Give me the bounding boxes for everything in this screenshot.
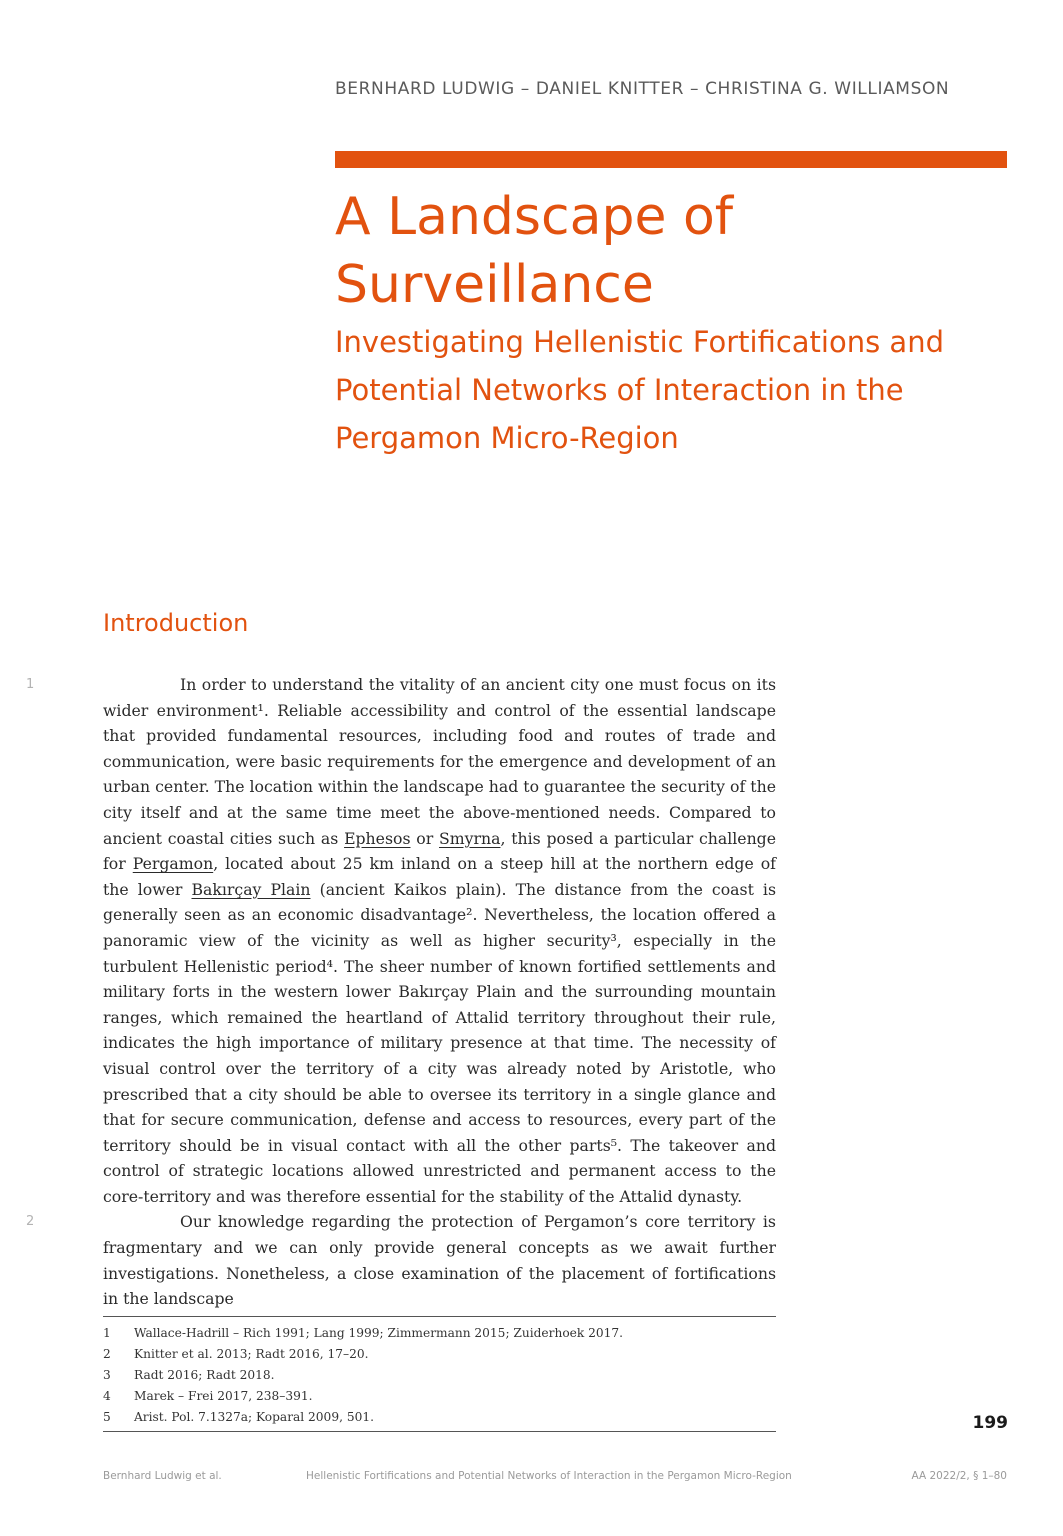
subtitle-line-2: Potential Networks of Interaction in the — [335, 373, 904, 407]
footnote — [103, 1344, 776, 1365]
running-footer-citation: AA 2022/2, § 1–80 — [911, 1470, 1007, 1482]
page-number: 199 — [972, 1413, 1008, 1433]
accent-bar — [335, 151, 1007, 168]
footnote — [103, 1386, 776, 1407]
link-ephesos[interactable]: Ephesos — [344, 828, 411, 848]
paragraph-text: , located about 25 km inland on a steep hill at the northern edge of the lower — [103, 854, 776, 899]
footnote-rule-bottom — [103, 1431, 776, 1432]
footnote-text: Arist. Pol. 7.1327a; Koparal 2009, 501. — [134, 1410, 374, 1424]
paragraph-1 — [26, 672, 777, 1209]
subtitle-line-3: Pergamon Micro-Region — [335, 421, 679, 455]
paragraph-number: 1 — [26, 677, 35, 692]
paragraph-text: (ancient Kaikos plain). The distance from the coast is generally seen as an economic disadvantage². Nevertheless, the location offered a panoramic view of the vicinity as well as higher security³, especially in the turbulent Hellenistic period⁴. The sheer number of known fortified settlements and military forts in the western lower Bakırçay Plain and the surrounding mountain ranges, which remained the heartland of Attalid territory throughout their rule, indicates the high importance of military presence at that time. The necessity of visual control over the territory of a city was already noted by Aristotle, who prescribed that a city should be able to oversee its territory in a single glance and that for secure communication, defense and access to resources, every part of the territory should be in visual contact with all the other parts⁵. The takeover and control of strategic locations allowed unrestricted and permanent access to the core-territory and was therefore essential for the stability of the Attalid dynasty. — [103, 879, 777, 1206]
paragraph-number: 2 — [26, 1214, 35, 1230]
footnote-rule-top — [103, 1316, 776, 1317]
footnote-number: 1 — [103, 1326, 111, 1340]
paragraph-text: In order to understand the vitality of an ancient city one must focus on its wider environment¹. Reliable accessibility and control of the essential landscape that provided fundamental resources, including food and routes of trade and communication, were basic requirements for the emergence and development of an urban center. The location within the landscape had to guarantee the security of the city itself and at the same time meet the above-mentioned needs. Compared to ancient coastal cities such as — [103, 675, 776, 848]
subtitle-line-1: Investigating Hellenistic Fortifications and — [335, 325, 944, 359]
footnotes — [103, 1323, 776, 1428]
footnote-text: Wallace-Hadrill – Rich 1991; Lang 1999; Zimmermann 2015; Zuiderhoek 2017. — [134, 1326, 624, 1340]
footnote-number: 2 — [103, 1347, 111, 1361]
footnote — [103, 1365, 776, 1386]
footnote-number: 4 — [103, 1389, 111, 1403]
footnote-number: 3 — [103, 1368, 111, 1382]
title-line-1: A Landscape of — [335, 187, 734, 247]
paragraph-text: Our knowledge regarding the protection of Pergamon’s core territory is fragmentary and we can only provide general concepts as we await further investigations. Nonetheless, a close examination of the placement of fortifications in the landscape — [103, 1212, 776, 1309]
running-footer-title: Hellenistic Fortifications and Potential Networks of Interaction in the Pergamon Micro-Region — [306, 1470, 792, 1482]
article-title — [335, 183, 995, 319]
title-line-2: Surveillance — [335, 255, 654, 315]
paragraph-text: , this posed a particular challenge for — [103, 828, 777, 874]
link-smyrna[interactable]: Smyrna — [439, 828, 501, 848]
link-pergamon[interactable]: Pergamon — [132, 854, 214, 874]
footnote — [103, 1323, 776, 1344]
authors-line: BERNHARD LUDWIG – DANIEL KNITTER – CHRISTINA G. WILLIAMSON — [335, 79, 950, 99]
paragraph-2 — [26, 1209, 776, 1311]
footnote-text: Marek – Frei 2017, 238–391. — [134, 1389, 313, 1403]
running-footer-author: Bernhard Ludwig et al. — [103, 1470, 222, 1482]
section-heading: Introduction — [103, 609, 249, 637]
paragraph-text: or — [410, 828, 440, 848]
footnote — [103, 1407, 776, 1428]
footnote-number: 5 — [103, 1410, 111, 1424]
link-bakircay-plain[interactable]: Bakırçay Plain — [191, 879, 311, 899]
body-text — [26, 672, 777, 1312]
article-subtitle — [335, 318, 1025, 462]
footnote-text: Knitter et al. 2013; Radt 2016, 17–20. — [134, 1347, 369, 1361]
footnote-text: Radt 2016; Radt 2018. — [134, 1368, 275, 1382]
